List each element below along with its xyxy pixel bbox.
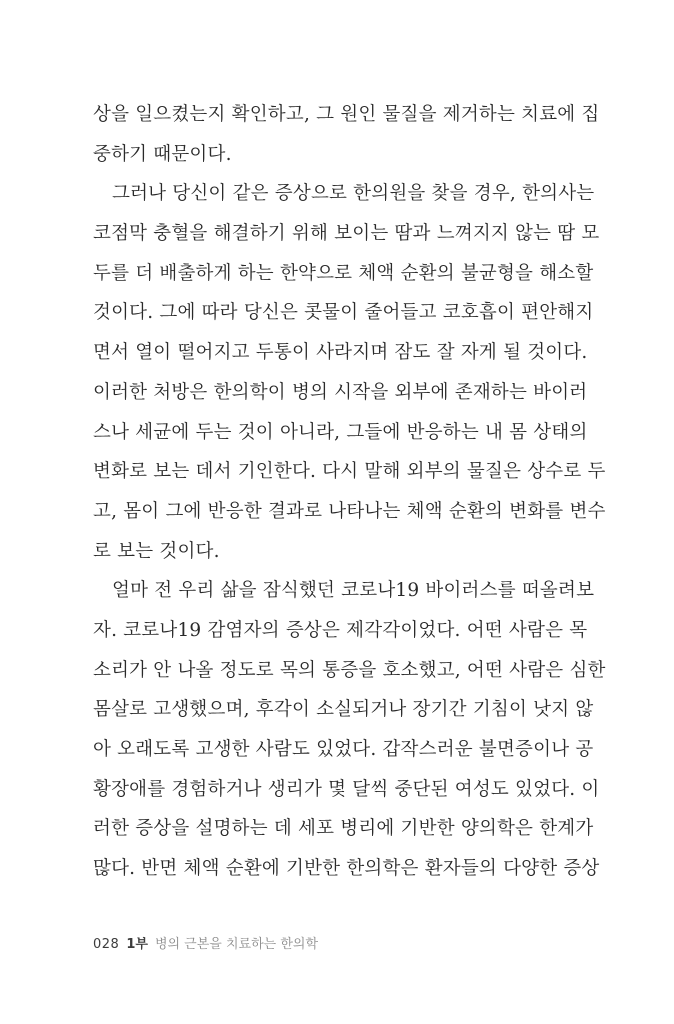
text-line: 그러나 당신이 같은 증상으로 한의원을 찾을 경우, 한의사는 [112,183,595,205]
part-label: 1부 [126,937,148,952]
part-title: 병의 근본을 치료하는 한의학 [154,937,319,952]
text-line: 자. 코로나19 감염자의 증상은 제각각이었다. 어떤 사람은 목 [93,619,588,641]
text-line: 얼마 전 우리 삶을 잠식했던 코로나19 바이러스를 떠올려보 [112,580,595,602]
text-line: 변화로 보는 데서 기인한다. 다시 말해 외부의 물질은 상수로 두 [93,461,606,483]
page-footer [93,936,318,954]
text-line: 중하기 때문이다. [93,143,232,165]
text-line: 아 오래도록 고생한 사람도 있었다. 갑작스러운 불면증이나 공 [93,739,594,760]
text-line: 몸살로 고생했으며, 후각이 소실되거나 장기간 기침이 낫지 않 [93,699,594,721]
text-line: 러한 증상을 설명하는 데 세포 병리에 기반한 양의학은 한계가 [93,818,594,840]
text-line: 스나 세균에 두는 것이 아니라, 그들에 반응하는 내 몸 상태의 [93,421,588,443]
text-line: 면서 열이 떨어지고 두통이 사라지며 잠도 잘 자게 될 것이다. [93,342,588,364]
text-line: 이러한 처방은 한의학이 병의 시작을 외부에 존재하는 바이러 [93,381,588,403]
text-block [93,95,606,889]
page-number: 028 [93,937,120,952]
text-line: 황장애를 경험하거나 생리가 몇 달씩 중단된 여성도 있었다. 이 [93,778,600,800]
text-line: 고, 몸이 그에 반응한 결과로 나타나는 체액 순환의 변화를 변수 [93,500,606,522]
text-line: 소리가 안 나올 정도로 목의 통증을 호소했고, 어떤 사람은 심한 [93,659,606,681]
text-line: 것이다. 그에 따라 당신은 콧물이 줄어들고 코호흡이 편안해지 [93,302,594,324]
text-line: 로 보는 것이다. [93,540,220,562]
text-line: 상을 일으켰는지 확인하고, 그 원인 물질을 제거하는 치료에 집 [93,104,600,125]
text-line: 두를 더 배출하게 하는 한약으로 체액 순환의 불균형을 해소할 [93,262,594,284]
text-line: 많다. 반면 체액 순환에 기반한 한의학은 환자들의 다양한 증상 [93,858,600,880]
text-line: 코점막 충혈을 해결하기 위해 보이는 땀과 느껴지지 않는 땀 모 [93,223,600,245]
